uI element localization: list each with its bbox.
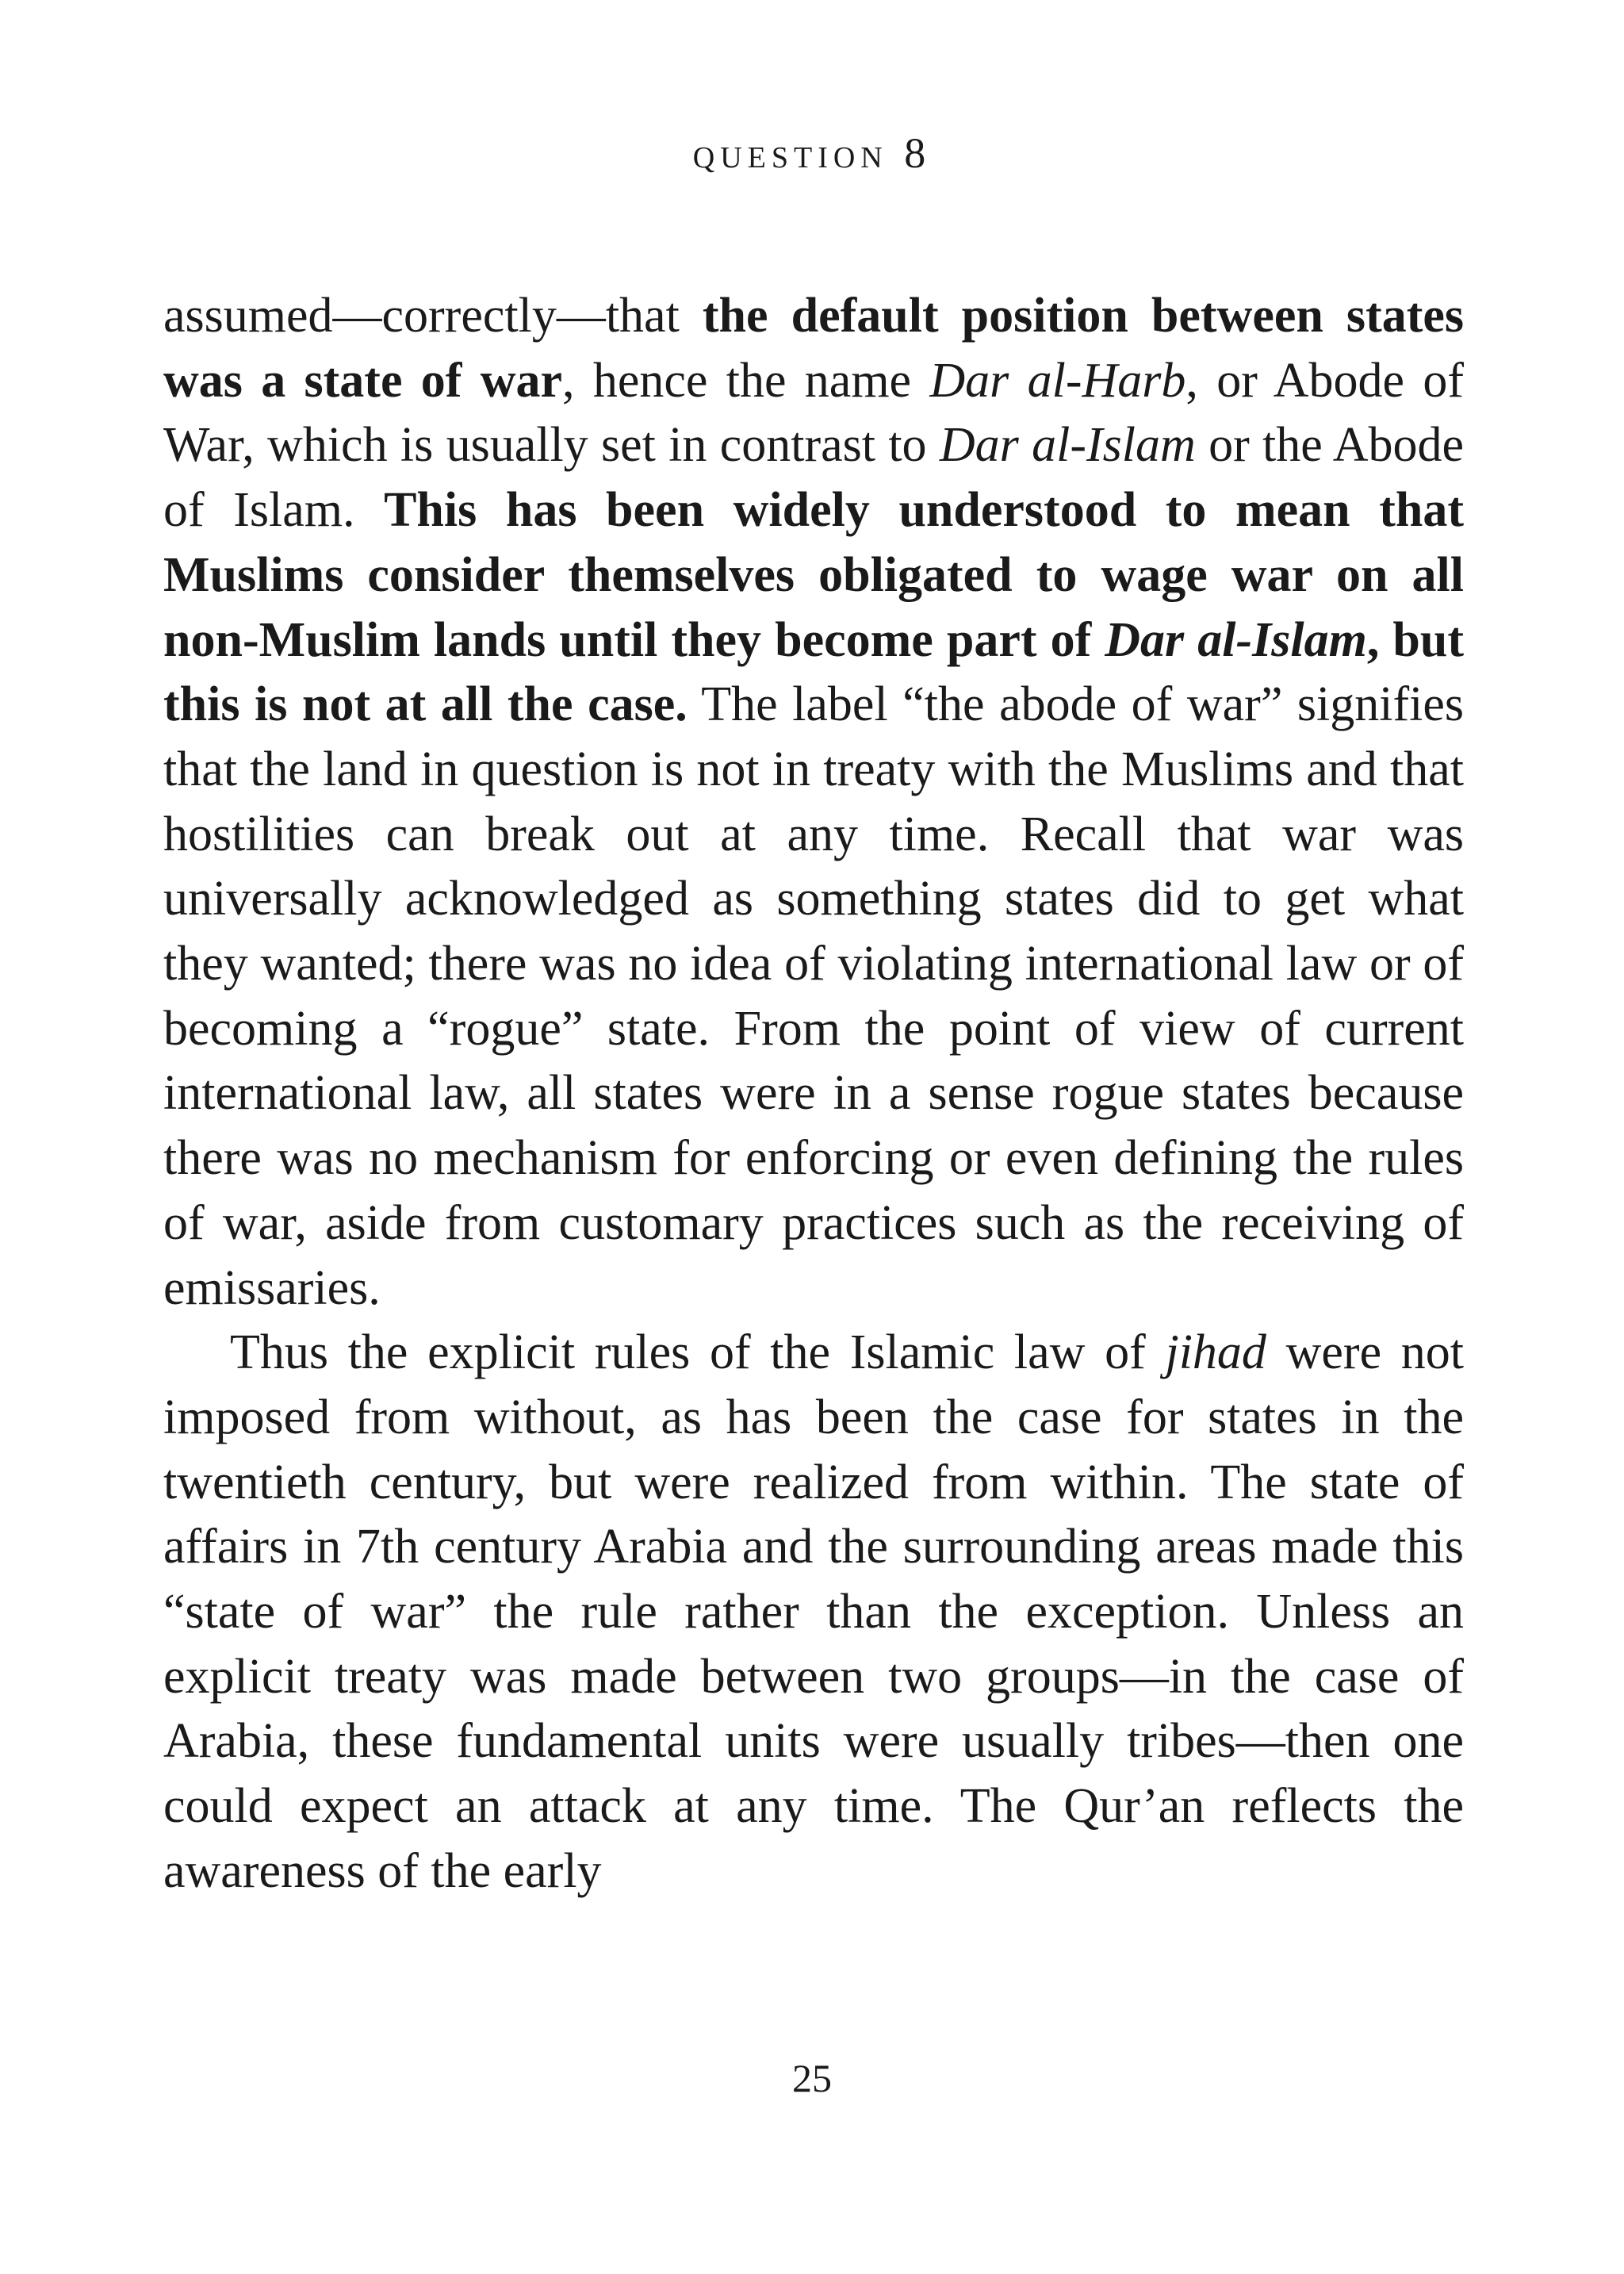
section-number: 8 [904, 129, 932, 177]
paragraph-2 [163, 1321, 1464, 1904]
text-run: Thus the explicit rules of the Islamic law of [230, 1325, 1166, 1380]
paragraph-1 [163, 284, 1464, 1321]
bold-run: , but this is not at all the case. [163, 612, 1464, 732]
text-run: The label “the abode of war” signifies that the land in question is not in treaty with the Muslims and that hostilities can break out at any time. Recall that war was universally acknowledged as something states did to get what they wanted; there was no idea of violating international law or of becoming a “rogue” state. From the point of view of current international law, all states were in a sense rogue states because there was no mechanism for enforcing or even defining the rules of war, aside from customary practices such as the receiving of emissaries. [163, 677, 1465, 1315]
bold-italic-term: Dar al-Islam [1105, 612, 1367, 667]
section-label: question [692, 129, 888, 177]
text-run: or the Abode of Islam. [163, 418, 1464, 538]
text-run: , or Abode of War, which is usually set in contrast to [163, 353, 1464, 473]
body-text [163, 284, 1464, 1904]
bold-run: This has been widely understood to mean that Muslims consider themselves obligated to wage war on all non-Muslim lands until they become part of [163, 483, 1465, 667]
text-run: were not imposed from without, as has been the case for states in the twentieth century, but were realized from within. The state of affairs in 7th century Arabia and the surrounding areas made this “state of war” the rule rather than the exception. Unless an explicit treaty was made between two groups—in the case of Arabia, these fundamental units were usually tribes—then one could expect an attack at any time. The Qur’an reflects the awareness of the early [163, 1325, 1465, 1898]
italic-term: Dar al-Islam [939, 418, 1196, 473]
italic-term: Dar al-Harb [929, 353, 1186, 408]
running-head [0, 125, 1624, 181]
text-run: assumed—correctly—that [163, 289, 703, 343]
bold-run: the default position between states was a state of war [163, 289, 1465, 408]
italic-term: jihad [1165, 1325, 1266, 1380]
text-run: , hence the name [562, 353, 930, 408]
page-number: 25 [792, 2056, 832, 2100]
